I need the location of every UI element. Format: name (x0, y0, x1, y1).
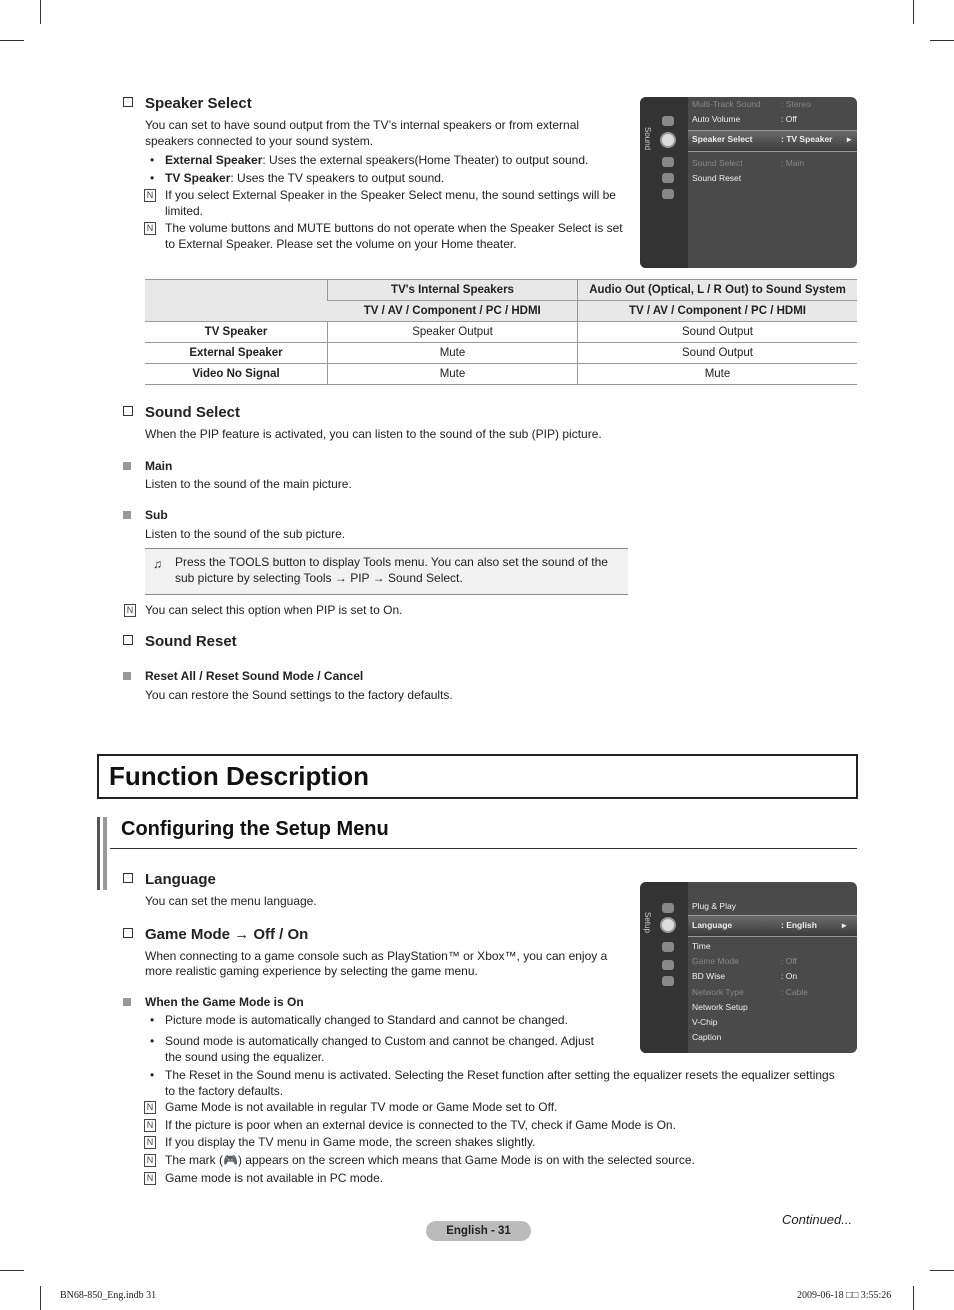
game-mode-bullet: • The Reset in the Sound menu is activated. Selecting the Reset function after setting the equalizer resets the equalizer settings to the factory defaults. (165, 1067, 835, 1099)
menu-category-label: Sound (643, 127, 652, 151)
table-cell: Mute (578, 364, 858, 385)
table-group-header: TV's Internal Speakers (328, 280, 578, 301)
game-mode-heading: Game Mode → Off / On (123, 926, 308, 943)
table-row (145, 322, 857, 343)
menu-row: Time (692, 941, 711, 951)
sound-select-heading: Sound Select (123, 404, 240, 421)
game-mode-on-title: When the Game Mode is On (145, 995, 304, 1009)
tools-tip-box (145, 548, 628, 595)
menu-row: Auto Volume : Off (692, 114, 797, 124)
tools-tip-line: sub picture by selecting Tools → PIP → Sound Select. (175, 571, 463, 585)
table-sub-header: TV / AV / Component / PC / HDMI (328, 301, 578, 322)
speaker-select-heading: Speaker Select (123, 95, 252, 112)
menu-row-selected: Language : English ▸ (692, 920, 847, 930)
sub-option-title: Sub (145, 508, 168, 522)
continued-label: Continued... (782, 1212, 853, 1227)
crop-mark (930, 1270, 954, 1271)
table-row-label: Video No Signal (145, 364, 328, 385)
game-mode-bullet: • Picture mode is automatically changed to Standard and cannot be changed. (165, 1012, 568, 1028)
menu-row: Multi-Track Sound : Stereo (692, 99, 811, 109)
table-row-label: TV Speaker (145, 322, 328, 343)
main-option-title: Main (145, 459, 173, 473)
note-icon: N (144, 1172, 156, 1185)
arrow-right-icon: ▸ (847, 134, 852, 144)
channel-icon (662, 157, 674, 167)
print-file-name: BN68-850_Eng.indb 31 (60, 1290, 157, 1301)
menu-row: Plug & Play (692, 901, 736, 911)
reset-options-text: You can restore the Sound settings to the factory defaults. (145, 688, 453, 702)
game-mode-note: N If you display the TV menu in Game mode, the screen shakes slightly. (165, 1134, 535, 1150)
page-number-badge: English - 31 (426, 1221, 531, 1241)
sound-menu-screenshot (640, 97, 857, 268)
sub-option-text: Listen to the sound of the sub picture. (145, 527, 346, 541)
table-row-label: External Speaker (145, 343, 328, 364)
game-mode-note: N Game mode is not available in PC mode. (165, 1170, 383, 1186)
table-cell: Mute (328, 364, 578, 385)
checkbox-bullet-icon (123, 873, 133, 883)
language-heading: Language (123, 871, 216, 888)
note-icon: N (144, 222, 156, 235)
menu-category-label: Setup (643, 912, 652, 933)
setup-icon (662, 173, 674, 183)
crop-mark (40, 1286, 41, 1310)
note-icon: N (144, 1136, 156, 1149)
print-timestamp: 2009-06-18 □□ 3:55:26 (797, 1290, 892, 1301)
section-divider (110, 848, 857, 849)
table-cell: Sound Output (578, 343, 858, 364)
picture-icon (662, 116, 674, 126)
table-cell: Sound Output (578, 322, 858, 343)
menu-row: Caption (692, 1032, 722, 1042)
menu-row: Network Setup (692, 1002, 748, 1012)
menu-row: Network Type : Cable (692, 987, 808, 997)
reset-options-title: Reset All / Reset Sound Mode / Cancel (145, 669, 364, 683)
menu-row: Game Mode : Off (692, 956, 797, 966)
note-pip-on: N You can select this option when PIP is set to On. (145, 602, 403, 618)
speaker-select-intro: You can set to have sound output from the TV’s internal speakers or from external speakers connected to your sound system. (145, 118, 580, 148)
menu-row: V-Chip (692, 1017, 718, 1027)
tools-tip-line: Press the TOOLS button to display Tools menu. You can also set the sound of the (175, 555, 608, 569)
section-title: Configuring the Setup Menu (121, 818, 389, 840)
crop-mark (913, 0, 914, 24)
support-icon (662, 976, 674, 986)
page-title: Function Description (109, 761, 369, 791)
main-option-text: Listen to the sound of the main picture. (145, 477, 352, 491)
channel-icon (662, 942, 674, 952)
note-speaker-settings-limited: N If you select External Speaker in the Speaker Select menu, the sound settings will be limited. (165, 187, 625, 219)
game-mode-note: N Game Mode is not available in regular TV mode or Game Mode set to Off. (165, 1099, 557, 1115)
section-bar (103, 817, 107, 890)
input-icon (662, 960, 674, 970)
table-group-header: Audio Out (Optical, L / R Out) to Sound System (578, 280, 858, 301)
sound-reset-heading: Sound Reset (123, 633, 237, 650)
arrow-right-icon: ▸ (842, 920, 847, 930)
game-mode-intro: more realistic gaming experience by selecting the game menu. (145, 964, 478, 978)
game-mode-intro: When connecting to a game console such as PlayStation™ or Xbox™, you can enjoy a (145, 949, 608, 963)
checkbox-bullet-icon (123, 97, 133, 107)
sound-gear-icon (660, 132, 676, 148)
note-icon: N (144, 1154, 156, 1167)
crop-mark (0, 40, 24, 41)
menu-row: Sound Select : Main (692, 158, 805, 168)
table-corner-cell (145, 280, 328, 322)
note-icon: N (144, 1101, 156, 1114)
crop-mark (913, 1286, 914, 1310)
table-cell: Mute (328, 343, 578, 364)
crop-mark (40, 0, 41, 24)
note-volume-buttons: N The volume buttons and MUTE buttons do not operate when the Speaker Select is set to External Speaker. Please set the volume on your Home theater. (165, 220, 630, 252)
note-icon: N (124, 604, 136, 617)
sound-select-intro: When the PIP feature is activated, you can listen to the sound of the sub (PIP) picture. (145, 427, 602, 441)
game-mode-note: N If the picture is poor when an external device is connected to the TV, check if Game Mode is On. (165, 1117, 676, 1133)
menu-row: BD Wise : On (692, 971, 798, 981)
table-sub-header: TV / AV / Component / PC / HDMI (578, 301, 858, 322)
checkbox-bullet-icon (123, 406, 133, 416)
menu-row: Sound Reset (692, 173, 742, 183)
note-icon: N (144, 189, 156, 202)
function-description-banner (97, 754, 858, 799)
checkbox-bullet-icon (123, 928, 133, 938)
crop-mark (0, 1270, 24, 1271)
speaker-output-table (145, 279, 857, 385)
crop-mark (930, 40, 954, 41)
game-mode-note: N The mark (🎮) appears on the screen which means that Game Mode is on with the selected source. (165, 1152, 695, 1168)
tools-icon: ♫ (153, 557, 162, 571)
bullet-external-speaker: • External Speaker: Uses the external speakers(Home Theater) to output sound. (165, 152, 588, 168)
table-row (145, 364, 857, 385)
section-bar (97, 817, 100, 890)
game-mode-bullet: • Sound mode is automatically changed to Custom and cannot be changed. Adjust the sound using the equalizer. (165, 1033, 594, 1065)
menu-row-selected: Speaker Select : TV Speaker ▸ (692, 134, 852, 144)
table-cell: Speaker Output (328, 322, 578, 343)
setup-menu-screenshot (640, 882, 857, 1053)
bullet-tv-speaker: • TV Speaker: Uses the TV speakers to output sound. (165, 170, 444, 186)
support-icon (662, 189, 674, 199)
checkbox-bullet-icon (123, 635, 133, 645)
picture-icon (662, 903, 674, 913)
setup-gear-icon (660, 917, 676, 933)
language-text: You can set the menu language. (145, 894, 317, 908)
note-icon: N (144, 1119, 156, 1132)
table-row (145, 343, 857, 364)
